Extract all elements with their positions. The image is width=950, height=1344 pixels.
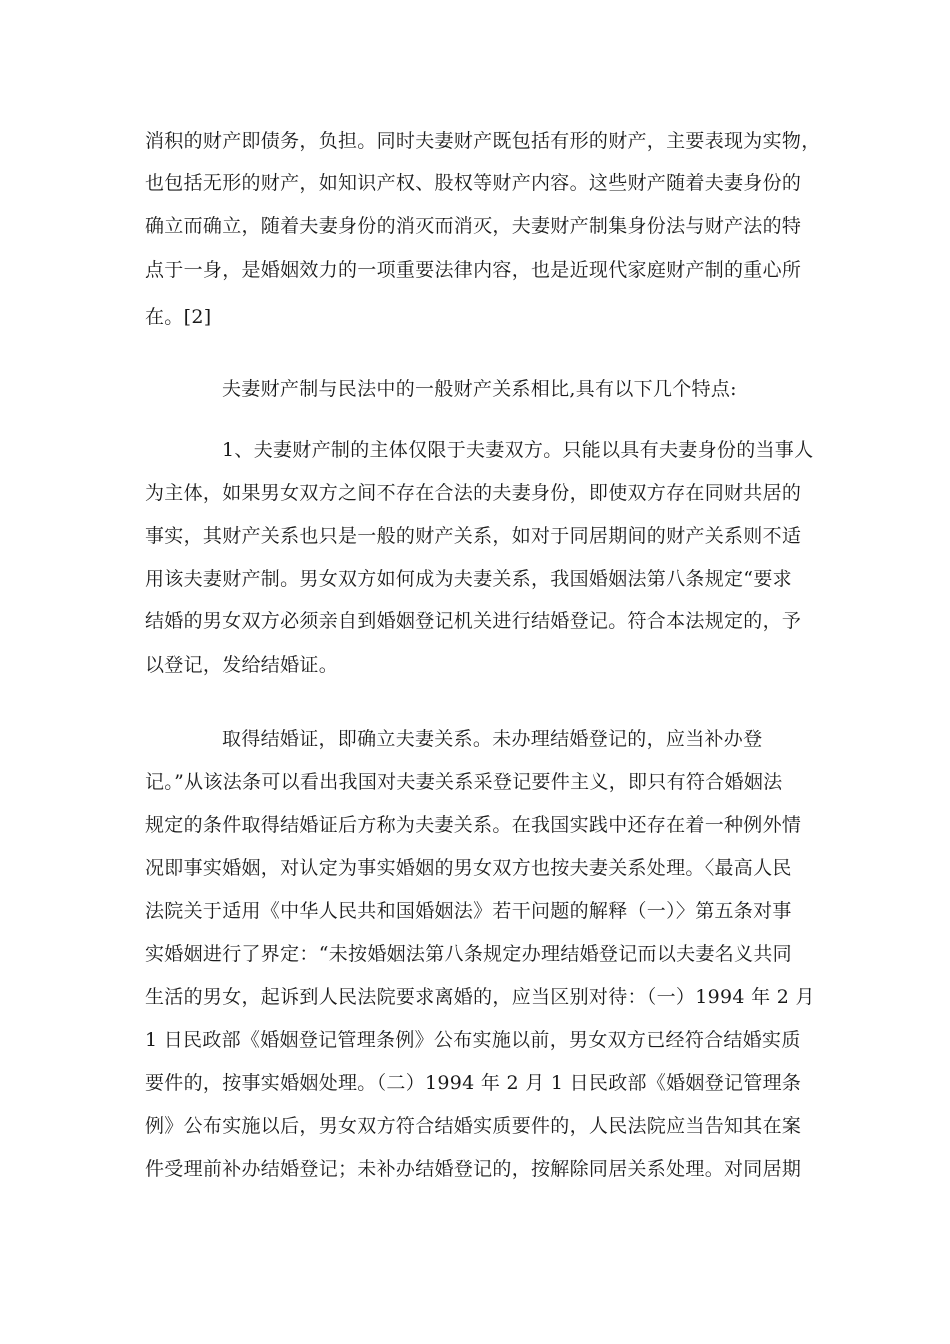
text-line: 件受理前补办结婚登记；未补办结婚登记的，按解除同居关系处理。对同居期 <box>145 1158 802 1180</box>
text-line: 夫妻财产制与民法中的一般财产关系相比,具有以下几个特点: <box>222 378 737 400</box>
text-line: 法院关于适用《中华人民共和国婚姻法》若干问题的解释（一）〉第五条对事 <box>145 900 792 922</box>
text-line: 生活的男女，起诉到人民法院要求离婚的，应当区别对待：（一）1994 年 2 月 <box>145 986 815 1008</box>
text-line: 确立而确立，随着夫妻身份的消灭而消灭，夫妻财产制集身份法与财产法的特 <box>145 215 802 237</box>
text-line: 要件的，按事实婚姻处理。（二）1994 年 2 月 1 日民政部《婚姻登记管理条 <box>145 1072 802 1094</box>
text-line: 在。[2] <box>145 306 212 328</box>
text-line: 结婚的男女双方必须亲自到婚姻登记机关进行结婚登记。符合本法规定的，予 <box>145 610 802 632</box>
text-line: 记。”从该法条可以看出我国对夫妻关系采登记要件主义，即只有符合婚姻法 <box>145 771 783 793</box>
text-line: 1、夫妻财产制的主体仅限于夫妻双方。只能以具有夫妻身份的当事人 <box>222 439 814 461</box>
text-line: 以登记，发给结婚证。 <box>145 654 339 676</box>
text-line: 例》公布实施以后，男女双方符合结婚实质要件的，人民法院应当告知其在案 <box>145 1115 802 1137</box>
text-line: 1 日民政部《婚姻登记管理条例》公布实施以前，男女双方已经符合结婚实质 <box>145 1029 801 1051</box>
text-line: 点于一身，是婚姻效力的一项重要法律内容，也是近现代家庭财产制的重心所 <box>145 259 802 281</box>
text-line: 规定的条件取得结婚证后方称为夫妻关系。在我国实践中还存在着一种例外情 <box>145 814 802 836</box>
text-line: 事实，其财产关系也只是一般的财产关系，如对于同居期间的财产关系则不适 <box>145 525 802 547</box>
text-line: 取得结婚证，即确立夫妻关系。未办理结婚登记的，应当补办登 <box>222 728 763 750</box>
text-line: 况即事实婚姻，对认定为事实婚姻的男女双方也按夫妻关系处理。〈最高人民 <box>145 857 792 879</box>
text-line: 消积的财产即债务，负担。同时夫妻财产既包括有形的财产，主要表现为实物， <box>145 130 821 152</box>
text-line: 也包括无形的财产，如知识产权、股权等财产内容。这些财产随着夫妻身份的 <box>145 172 802 194</box>
text-line: 实婚姻进行了界定：“未按婚姻法第八条规定办理结婚登记而以夫妻名义共同 <box>145 943 792 965</box>
text-line: 为主体，如果男女双方之间不存在合法的夫妻身份，即使双方存在同财共居的 <box>145 482 802 504</box>
text-line: 用该夫妻财产制。男女双方如何成为夫妻关系，我国婚姻法第八条规定“要求 <box>145 568 792 590</box>
